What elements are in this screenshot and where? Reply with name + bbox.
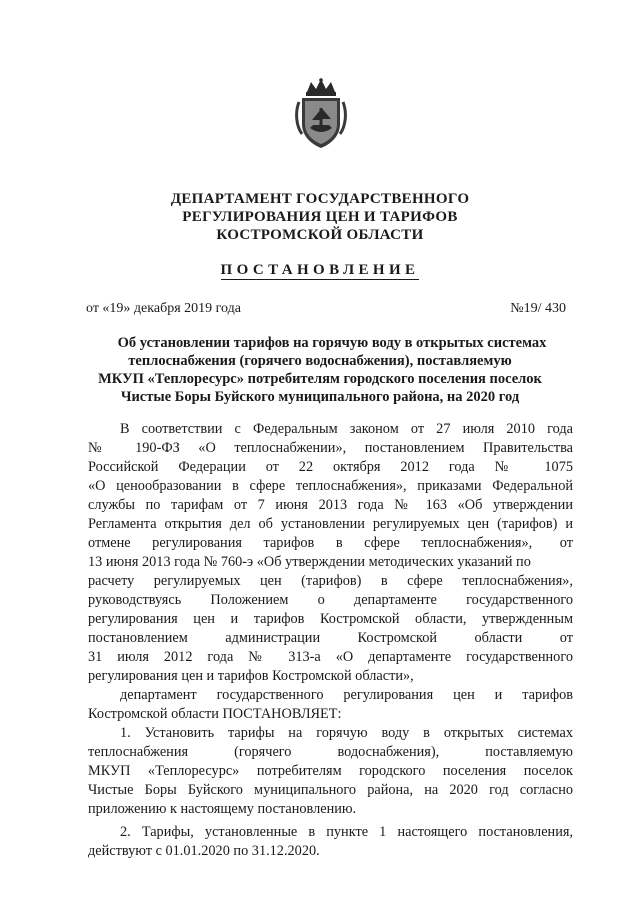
document-type-text: ПОСТАНОВЛЕНИЕ xyxy=(220,262,420,278)
document-title-line-3: МКУП «Теплоресурс» потребителям городского поселения поселок xyxy=(98,371,542,387)
department-name-line-1: ДЕПАРТАМЕНТ ГОСУДАРСТВЕННОГО xyxy=(170,191,470,207)
body-line: № 190-ФЗ «О теплоснабжении», постановлением Правительства xyxy=(88,440,573,456)
body-line: теплоснабжения (горячего водоснабжения), поставляемую xyxy=(88,744,573,760)
body-line-right-note: от xyxy=(559,535,573,551)
body-line: приложению к настоящему постановлению. xyxy=(88,801,357,817)
document-date: от «19» декабря 2019 года xyxy=(86,301,241,316)
body-line: В соответствии с Федеральным законом от 27 июля 2010 года xyxy=(120,421,573,437)
body-line-with-note xyxy=(88,534,573,553)
body-line: руководствуясь Положением о департаменте государственного xyxy=(88,592,573,608)
document-number: №19/ 430 xyxy=(510,301,566,316)
body-line: МКУП «Теплоресурс» потребителям городского поселения поселок xyxy=(88,763,573,779)
body-line: Российской Федерации от 22 октября 2012 года № 1075 xyxy=(88,459,573,475)
body-line: 2. Тарифы, установленные в пункте 1 настоящего постановления, xyxy=(120,824,573,840)
body-line: регулирования цен и тарифов Костромской области, утвержденным xyxy=(88,611,573,627)
body-line: 13 июня 2013 года № 760-э «Об утверждении методических указаний по xyxy=(88,554,531,570)
coat-of-arms-icon xyxy=(293,78,349,152)
body-line: 1. Установить тарифы на горячую воду в открытых системах xyxy=(120,725,573,741)
body-line-text: отмене регулирования тарифов в сфере теплоснабжения», xyxy=(88,535,533,551)
body-line: «О ценообразовании в сфере теплоснабжения», приказами Федеральной xyxy=(88,478,573,494)
body-line: департамент государственного регулирования цен и тарифов xyxy=(120,687,573,703)
document-type-heading xyxy=(0,262,640,279)
body-line: службы по тарифам от 7 июня 2013 года № 163 «Об утверждении xyxy=(88,497,573,513)
body-line: Чистые Боры Буйского муниципального района, на 2020 год согласно xyxy=(88,782,573,798)
document-title-line-2: теплоснабжения (горячего водоснабжения), поставляемую xyxy=(128,353,512,369)
body-line: Костромской области ПОСТАНОВЛЯЕТ: xyxy=(88,706,342,722)
body-line: 31 июля 2012 года № 313-а «О департаменте государственного xyxy=(88,649,573,665)
body-line: регулирования цен и тарифов Костромской области», xyxy=(88,668,414,684)
document-body xyxy=(88,420,573,861)
department-name-line-3: КОСТРОМСКОЙ ОБЛАСТИ xyxy=(216,227,424,243)
document-title-line-4: Чистые Боры Буйского муниципального района, на 2020 год xyxy=(120,389,520,405)
body-line: расчету регулируемых цен (тарифов) в сфере теплоснабжения», xyxy=(88,573,573,589)
body-line: Регламента открытия дел об установлении регулируемых цен (тарифов) и xyxy=(88,516,573,532)
body-line: постановлением администрации Костромской области от xyxy=(88,630,573,646)
department-name-line-2: РЕГУЛИРОВАНИЯ ЦЕН И ТАРИФОВ xyxy=(182,209,458,225)
body-line: действуют с 01.01.2020 по 31.12.2020. xyxy=(88,843,320,859)
document-title-line-1: Об установлении тарифов на горячую воду в открытых системах xyxy=(117,335,547,351)
